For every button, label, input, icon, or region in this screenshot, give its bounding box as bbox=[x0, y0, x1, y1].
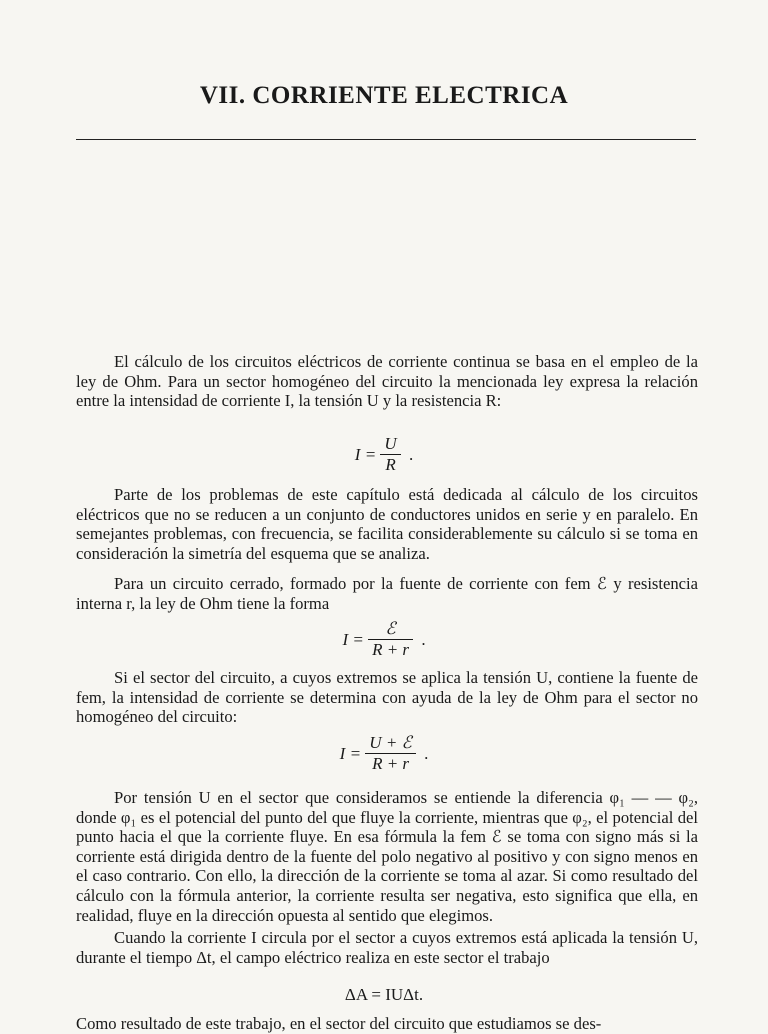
formula-numerator: ℰ bbox=[368, 619, 413, 640]
formula-lhs: I = bbox=[339, 743, 362, 763]
formula-denominator: R + r bbox=[372, 640, 410, 659]
paragraph-closed-circuit: Para un circuito cerrado, formado por la fuente de corriente con fem ℰ y resistencia interna r, la ley de Ohm tiene la forma bbox=[76, 574, 698, 613]
formula-fraction bbox=[380, 434, 400, 475]
paragraph-voltage-definition: Por tensión U en el sector que consideramos se entiende la diferencia φ₁ — — φ₂, donde φ₁ es el potencial del punto del que fluye la corriente, mientras que φ₂, el potencial del punto hacia el que la corriente fluye. En esa fórmula la fem ℰ se toma con signo más si la corriente está dirigida dentro de la fuente del polo negativo al positivo y con signo menos en el caso contrario. Con ello, la dirección de la corriente se toma al azar. Si como resultado del cálculo con la fórmula anterior, la corriente resulta ser negativa, esto significa que ella, en realidad, fluye en la dirección opuesta al sentido que elegimos. bbox=[76, 788, 698, 925]
formula-fraction bbox=[368, 619, 413, 660]
formula-period: . bbox=[421, 629, 426, 649]
formula-closed-circuit bbox=[0, 619, 768, 660]
chapter-title: VII. CORRIENTE ELECTRICA bbox=[199, 82, 569, 109]
title-rule bbox=[76, 139, 696, 140]
formula-fraction bbox=[365, 733, 416, 774]
formula-numerator: U bbox=[380, 434, 400, 455]
formula-denominator: R bbox=[385, 455, 396, 474]
paragraph-problems: Parte de los problemas de este capítulo está dedicada al cálculo de los circuitos eléctricos que no se reducen a un conjunto de conductores unidos en serie y en paralelo. En semejantes problemas, con frecuencia, se facilita considerablemente su cálculo si se toma en consideración la simetría del esquema que se analiza. bbox=[76, 485, 698, 563]
paragraph-nonhomogeneous: Si el sector del circuito, a cuyos extremos se aplica la tensión U, contiene la fuente de fem, la intensidad de corriente se determina con ayuda de la ley de Ohm para el sector no homogéneo del circuito: bbox=[76, 668, 698, 727]
formula-lhs: I = bbox=[342, 629, 364, 649]
paragraph-cut-off: Como resultado de este trabajo, en el sector del circuito que estudiamos se des- bbox=[76, 1014, 602, 1033]
formula-lhs: I = bbox=[354, 444, 377, 464]
formula-numerator: U + ℰ bbox=[365, 733, 416, 754]
paragraph-ohm-intro: El cálculo de los circuitos eléctricos de corriente continua se basa en el empleo de la ley de Ohm. Para un sector homogéneo del circuito la mencionada ley expresa la relación entre la intensidad de corriente I, la tensión U y la resistencia R: bbox=[76, 352, 698, 411]
formula-work: ΔA = IUΔt. bbox=[344, 985, 424, 1004]
paragraph-work: Cuando la corriente I circula por el sector a cuyos extremos está aplicada la tensión U, durante el tiempo Δt, el campo eléctrico realiza en este sector el trabajo bbox=[76, 928, 698, 967]
formula-period: . bbox=[408, 444, 414, 464]
formula-ohm-homogeneous bbox=[0, 434, 768, 475]
formula-denominator: R + r bbox=[372, 754, 410, 773]
formula-period: . bbox=[424, 743, 429, 763]
formula-nonhomogeneous bbox=[0, 733, 768, 774]
